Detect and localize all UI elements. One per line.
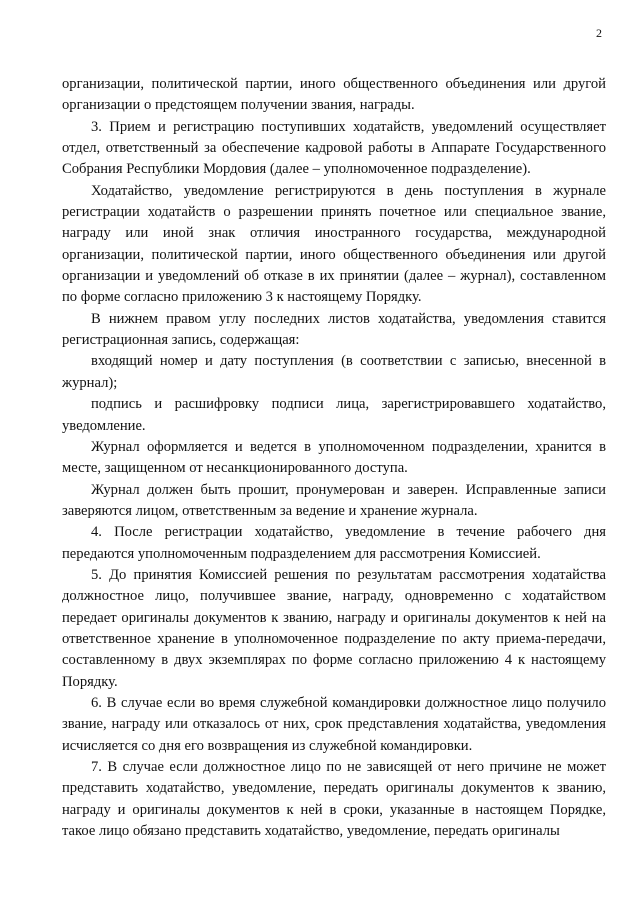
paragraph-continuation: организации, политической партии, иного общественного объединения или другой организации о предстоящем получении звания, награды.: [62, 76, 606, 114]
paragraph-item-3: 3. Прием и регистрацию поступивших ходатайств, уведомлений осуществляет отдел, ответственный за обеспечение кадровой работы в Аппарате Государственного Собрания Республики Мордовия (далее – уполномоченное подразделение).: [62, 118, 606, 178]
paragraph-registration: Ходатайство, уведомление регистрируются в день поступления в журнале регистрации ходатайств о разрешении принять почетное или специальное звание, награду или иной знак отличия иностранного государства, международной организации, политической партии, иного общественного объединения или другой организации и уведомлений об отказе в их принятии (далее – журнал), составленном по форме согласно приложению 3 к настоящему Порядку.: [62, 182, 606, 306]
paragraph-item-7: 7. В случае если должностное лицо по не зависящей от него причине не может представить ходатайство, уведомление, передать оригиналы документов к званию, награду и оригиналы документов к ней в сроки, указанные в настоящем Порядке, такое лицо обязано представить ходатайство, уведомление, передать оригиналы: [62, 759, 606, 840]
paragraph-signature: подпись и расшифровку подписи лица, зарегистрировавшего ходатайство, уведомление.: [62, 396, 606, 434]
paragraph-item-6: 6. В случае если во время служебной командировки должностное лицо получило звание, награду или отказалось от них, срок представления ходатайства, уведомления исчисляется со дня его возвращения из служебной командировки.: [62, 694, 606, 754]
page-number: 2: [596, 26, 602, 40]
paragraph-incoming-number: входящий номер и дату поступления (в соответствии с записью, внесенной в журнал);: [62, 353, 606, 391]
paragraph-registration-mark: В нижнем правом углу последних листов ходатайства, уведомления ставится регистрационная запись, содержащая:: [62, 310, 606, 349]
paragraph-journal-storage: Журнал оформляется и ведется в уполномоченном подразделении, хранится в месте, защищенном от несанкционированного доступа.: [62, 438, 606, 477]
document-body: [62, 74, 606, 842]
paragraph-item-4: 4. После регистрации ходатайство, уведомление в течение рабочего дня передаются уполномоченным подразделением для рассмотрения Комиссией.: [62, 524, 606, 562]
paragraph-item-5: 5. До принятия Комиссией решения по результатам рассмотрения ходатайства должностное лицо, получившее звание, награду, одновременно с ходатайством передает оригиналы документов к званию, награду и оригиналы документов к ней на ответственное хранение в уполномоченное подразделение по акту приема-передачи, составленному в двух экземплярах по форме согласно приложению 4 к настоящему Порядку.: [62, 566, 606, 690]
paragraph-journal-binding: Журнал должен быть прошит, пронумерован и заверен. Исправленные записи заверяются лицом, ответственным за ведение и хранение журнала.: [62, 481, 606, 519]
